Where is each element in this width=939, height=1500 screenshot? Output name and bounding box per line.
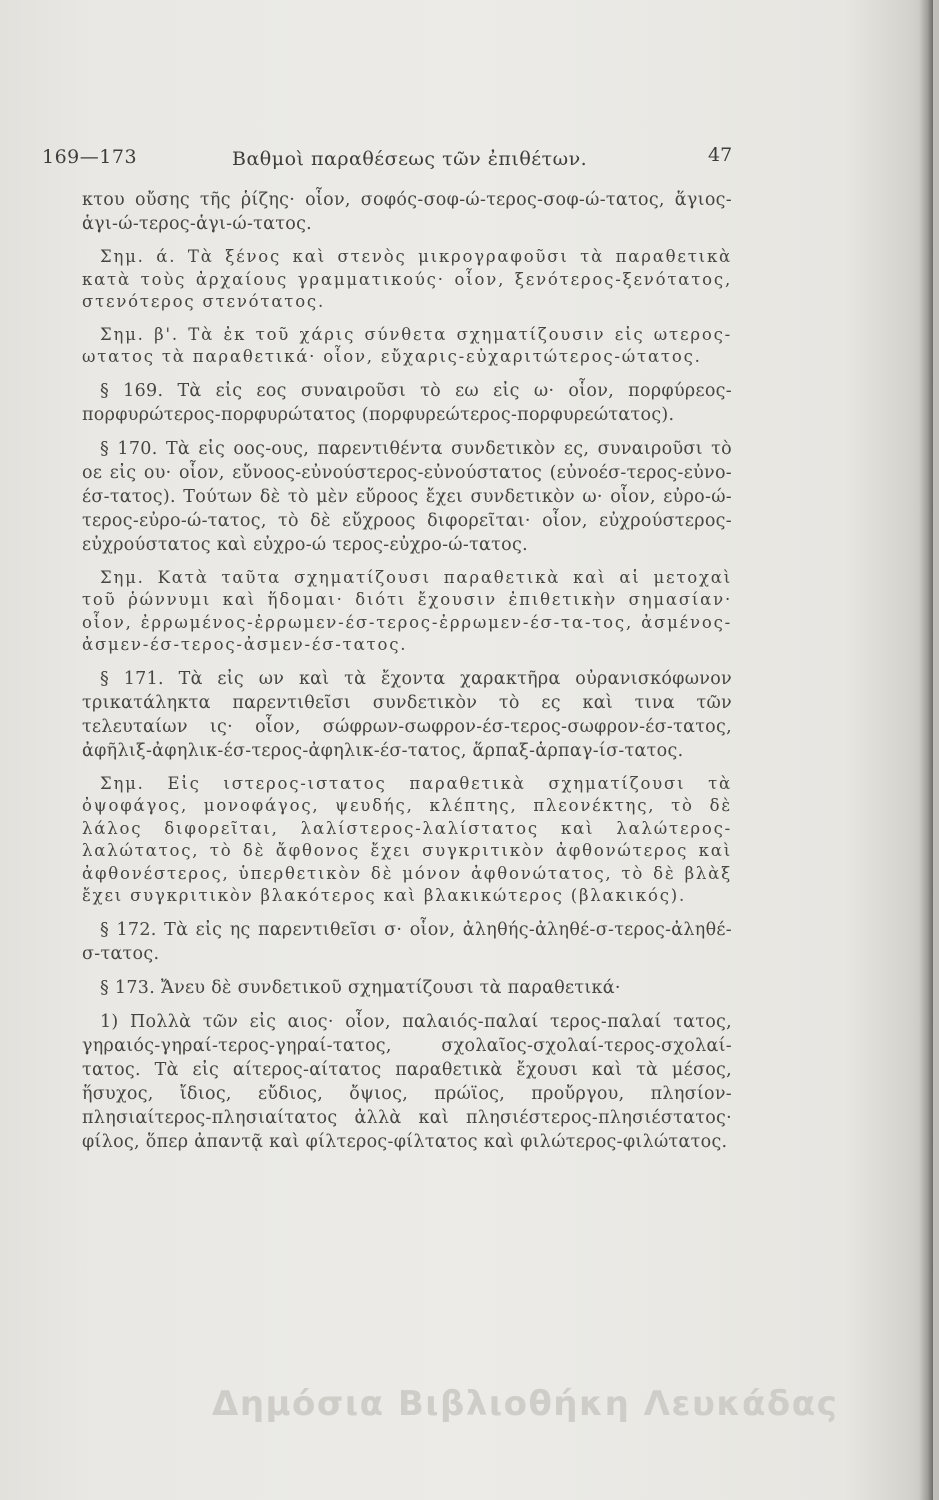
section-169: § 169. Τὰ εἰς εος συναιροῦσι τὸ εω εἰς ω· οἷον, πορφύρεος-πορφυρώτερος-πορφυρώτατος (πορφυρεώτερος-πορφυρεώτατος). xyxy=(82,380,732,425)
note-participles: Σημ. Κατὰ ταῦτα σχηματίζουσι παραθετικὰ καὶ αἱ μετοχαὶ τοῦ ῥώννυμι καὶ ἥδομαι· διότι ἔχουσιν ἐπιθετικὴν σημασίαν· οἷον, ἐρρωμένος-ἐρρωμεν-έσ-τερος-ἐρρωμεν-έσ-τα-τος, ἀσμένος-ἀσμεν-έσ-τερος-ἀσμεν-έσ-τατος. xyxy=(82,567,732,654)
page-title: Βαθμοὶ παραθέσεως τῶν ἐπιθέτων. xyxy=(232,148,588,170)
section-170: § 170. Τὰ εἰς οος-ους, παρεντιθέντα συνδετικὸν ες, συναιροῦσι τὸ οε εἰς ου· οἷον, εὔνοος-εὐνούστερος-εὐνούστατος (εὐνοέσ-τερος-εὐνο-έσ-τατος). Τούτων δὲ τὸ μὲν εὔροος ἔχει συνδετικὸν ω· οἷον, εὐρο-ώ-τερος-εὐρο-ώ-τατος, τὸ δὲ εὔχροος διφορεῖται· οἷον, εὐχρούστερος-εὐχρούστατος καὶ εὐχρο-ώ τερος-εὐχρο-ώ-τατος. xyxy=(82,438,732,555)
running-header xyxy=(36,138,736,174)
paragraph-continuation: κτου οὔσης τῆς ῥίζης· οἷον, σοφός-σοφ-ώ-τερος-σοφ-ώ-τατος, ἅγιος-ἁγι-ώ-τερος-ἁγι-ώ-τατος. xyxy=(82,190,732,234)
page-number: 47 xyxy=(708,144,733,166)
page-edge-shadow xyxy=(919,0,933,1500)
note-isteros: Σημ. Εἰς ιστερος-ιστατος παραθετικὰ σχηματίζουσι τὰ ὀψοφάγος, μονοφάγος, ψευδής, κλέπτης, πλεονέκτης, τὸ δὲ λάλος διφορεῖται, λαλίστερος-λαλίστατος καὶ λαλώτερος-λαλώτατος, τὸ δὲ ἄφθονος ἔχει συγκριτικὸν ἀφθονώτερος καὶ ἀφθονέστερος, ὑπερθετικὸν δὲ μόνον ἀφθονώτατος, τὸ δὲ βλὰξ ἔχει συγκριτικὸν βλακότερος καὶ βλακικώτερος (βλακικός). xyxy=(82,773,732,905)
section-172: § 172. Τὰ εἰς ης παρεντιθεῖσι σ· οἷον, ἀληθής-ἀληθέ-σ-τερος-ἀληθέ-σ-τατος. xyxy=(82,919,732,964)
section-range: 169—173 xyxy=(42,146,138,168)
library-watermark: Δημόσια Βιβλιοθήκη Λευκάδας xyxy=(212,1384,839,1424)
section-173: § 173. Ἄνευ δὲ συνδετικοῦ σχηματίζουσι τὰ παραθετικά· xyxy=(100,977,621,998)
note-charis: Σημ. β'. Τὰ ἐκ τοῦ χάρις σύνθετα σχηματίζουσιν εἰς ωτερος-ωτατος τὰ παραθετικά· οἷον, εὔχαρις-εὐχαριτώτερος-ώτατος. xyxy=(82,324,732,366)
section-173-item-1: 1) Πολλὰ τῶν εἰς αιος· οἷον, παλαιός-παλαί τερος-παλαί τατος, γηραιός-γηραί-τερος-γηραί-τατος, σχολαῖος-σχολαί-τερος-σχολαί-τατος. Τὰ εἰς αίτερος-αίτατος παραθετικὰ ἔχουσι καὶ τὰ μέσος, ἥσυχος, ἴδιος, εὔδιος, ὄψιος, πρώϊος, προὔργου, πλησίον-πλησιαίτερος-πλησιαίτατος ἀλλὰ καὶ πλησιέστερος-πλησιέστατος· φίλος, ὅπερ ἀπαντᾷ καὶ φίλτερος-φίλτατος καὶ φιλώτερος-φιλώτατος. xyxy=(82,1011,732,1152)
page-body xyxy=(82,188,732,1164)
note-xenos: Σημ. ά. Τὰ ξένος καὶ στενὸς μικρογραφοῦσι τὰ παραθετικὰ κατὰ τοὺς ἀρχαίους γραμματικούς· οἷον, ξενότερος-ξενότατος, στενότερος στενότατος. xyxy=(82,247,732,311)
section-171: § 171. Τὰ εἰς ων καὶ τὰ ἔχοντα χαρακτῆρα οὐρανισκόφωνον τρικατάληκτα παρεντιθεῖσι συνδετικὸν τὸ ες καὶ τινα τῶν τελευταίων ις· οἷον, σώφρων-σωφρον-έσ-τερος-σωφρον-έσ-τατος, ἀφῆλιξ-ἀφηλικ-έσ-τερος-ἀφηλικ-έσ-τατος, ἅρπαξ-ἁρπαγ-ίσ-τατος. xyxy=(82,668,732,761)
